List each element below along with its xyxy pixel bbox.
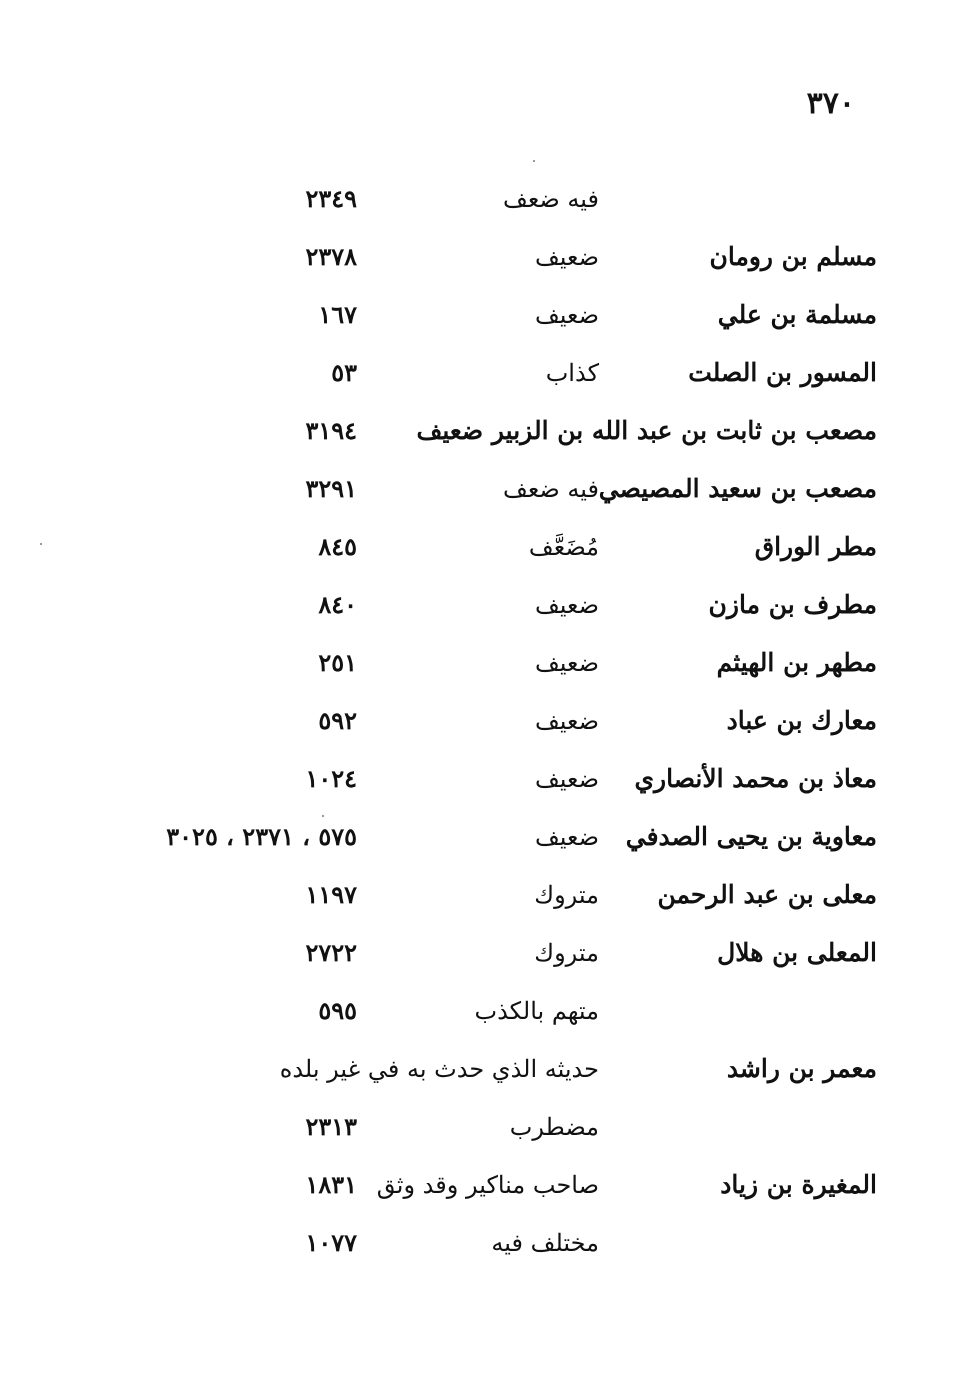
list-item [0,1047,955,1105]
narrator-name: معمر بن راشد [726,1054,877,1083]
list-item [0,235,955,293]
list-item [0,931,955,989]
narrator-name: معارك بن عباد [726,706,877,735]
narrator-grade: ضعيف [534,765,599,793]
hadith-ref: ٢٣١٣ [305,1112,357,1141]
list-item [0,409,955,467]
narrator-grade: ضعيف [534,823,599,851]
narrator-grade: ضعيف [534,707,599,735]
list-item [0,757,955,815]
list-item [0,641,955,699]
narrator-grade: متهم بالكذب [474,997,599,1025]
narrator-name: مسلم بن رومان [709,242,877,271]
narrator-grade: ضعيف [534,591,599,619]
list-item [0,293,955,351]
narrator-grade: فيه ضعف [502,475,599,503]
list-item [0,699,955,757]
narrator-list [0,177,955,1279]
hadith-ref: ٢٧٢٢ [305,938,357,967]
narrator-grade: مضطرب [509,1113,599,1141]
hadith-ref: ٥٩٥ [318,996,357,1025]
narrator-name: معاذ بن محمد الأنصاري [634,764,877,793]
hadith-ref: ٨٤٥ [318,532,357,561]
scan-speck [322,815,324,817]
hadith-ref: ٢٣٧٨ [305,242,357,271]
hadith-ref: ٥٣ [331,358,357,387]
hadith-ref: ٢٥١ [318,648,357,677]
narrator-name: المسور بن الصلت [688,358,877,387]
narrator-grade: فيه ضعف [502,185,599,213]
narrator-name-and-grade: مصعب بن ثابت بن عبد الله بن الزبير ضعيف [416,416,877,445]
list-item [0,815,955,873]
narrator-name: المغيرة بن زياد [720,1170,877,1199]
hadith-ref: ١٨٣١ [305,1170,357,1199]
narrator-grade: متروك [534,939,599,967]
narrator-grade: كذاب [545,359,599,387]
narrator-grade: ضعيف [534,649,599,677]
narrator-grade: مُضَعَّف [528,533,599,561]
list-item [0,351,955,409]
list-item [0,1221,955,1279]
hadith-ref: ٨٤٠ [318,590,357,619]
hadith-ref: ٣١٩٤ [305,416,357,445]
narrator-name: المعلى بن هلال [717,938,877,967]
list-item [0,989,955,1047]
narrator-grade: حديثه الذي حدث به في غير بلده [279,1055,599,1083]
narrator-grade: ضعيف [534,301,599,329]
hadith-ref: ١٦٧ [318,300,357,329]
scan-speck [40,543,42,545]
narrator-name: مطرف بن مازن [708,590,877,619]
list-item [0,467,955,525]
hadith-ref: ٥٧٥ ، ٢٣٧١ ، ٣٠٢٥ [166,822,357,851]
hadith-ref: ١١٩٧ [305,880,357,909]
narrator-name: معلى بن عبد الرحمن [657,880,877,909]
narrator-name: مطر الوراق [754,532,877,561]
scan-speck [533,160,535,162]
list-item [0,873,955,931]
page-number: ٣٧٠ [806,86,855,121]
hadith-ref: ٥٩٢ [318,706,357,735]
hadith-ref: ٢٣٤٩ [305,184,357,213]
narrator-grade: صاحب مناكير وقد وثق [376,1171,599,1199]
list-item [0,1105,955,1163]
narrator-grade: متروك [534,881,599,909]
hadith-ref: ١٠٢٤ [305,764,357,793]
hadith-ref: ٣٢٩١ [305,474,357,503]
list-item [0,525,955,583]
narrator-grade: ضعيف [534,243,599,271]
hadith-ref: ١٠٧٧ [305,1228,357,1257]
list-item [0,1163,955,1221]
narrator-grade: مختلف فيه [491,1229,599,1257]
narrator-name: مطهر بن الهيثم [716,648,877,677]
narrator-name: مسلمة بن علي [717,300,877,329]
list-item [0,583,955,641]
narrator-name: مصعب بن سعيد المصيصي [598,474,877,503]
narrator-name: معاوية بن يحيى الصدفي [625,822,877,851]
list-item [0,177,955,235]
